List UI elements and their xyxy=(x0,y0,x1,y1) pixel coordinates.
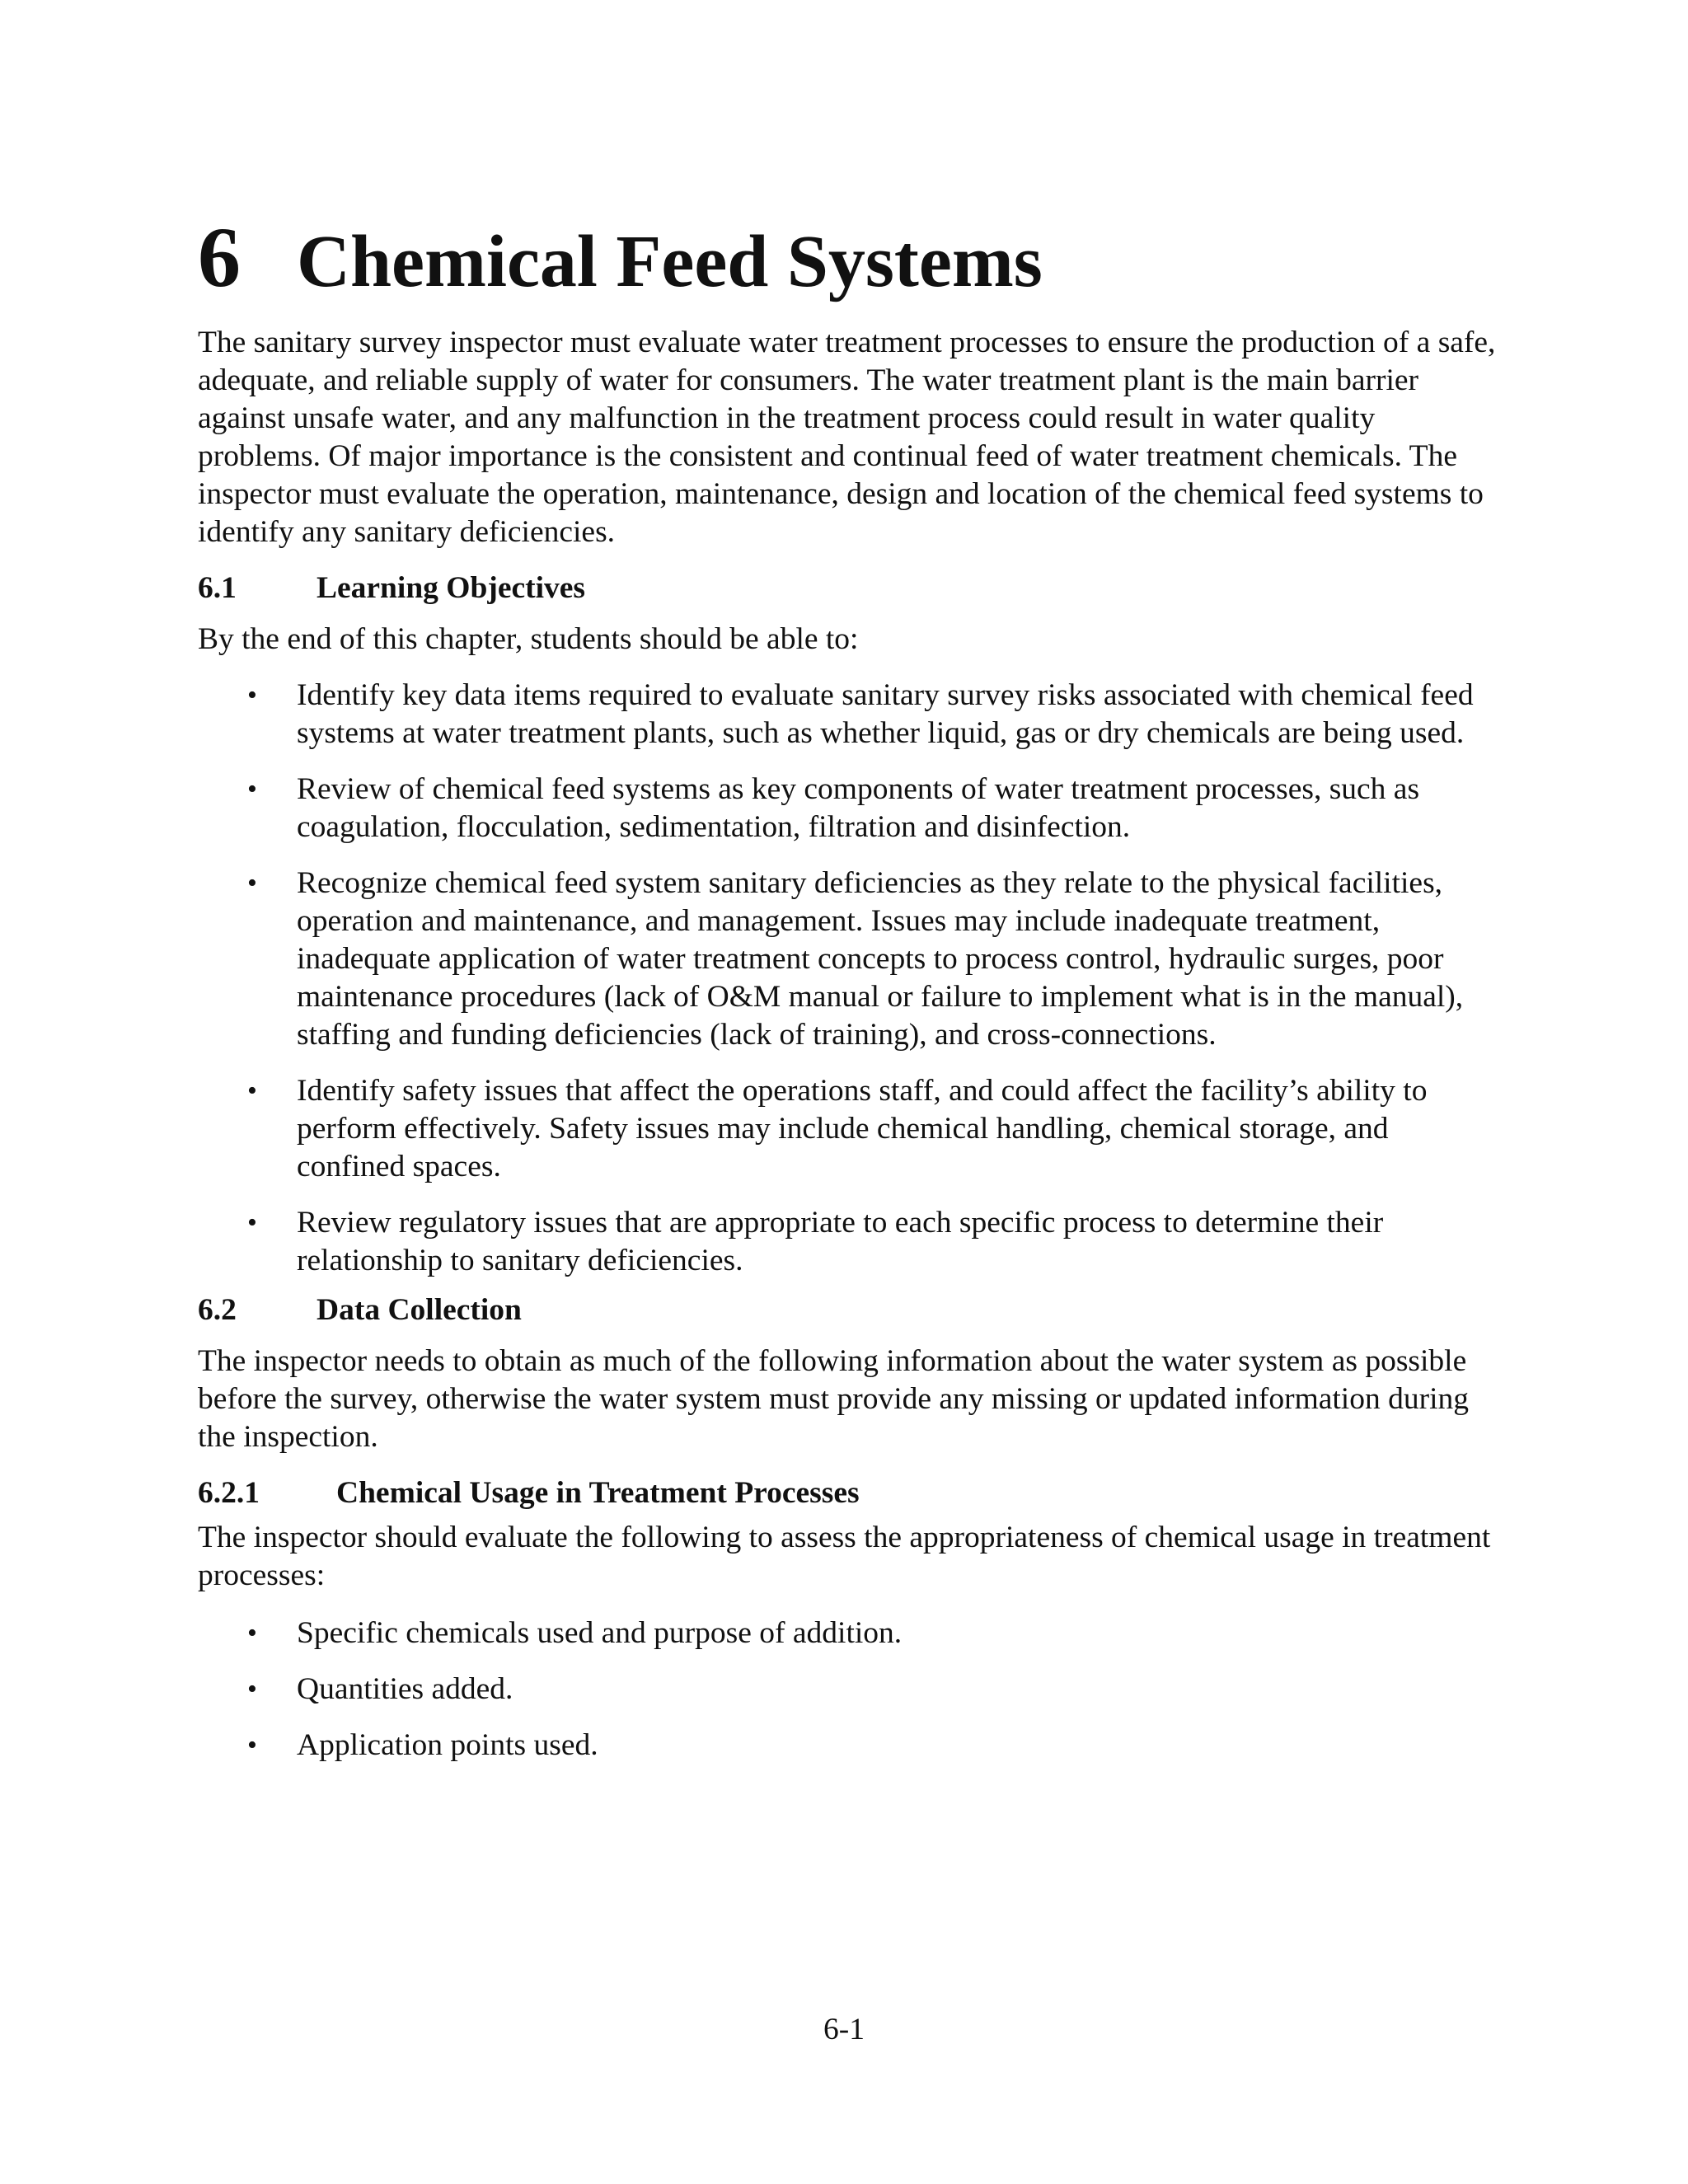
bullet-icon: • xyxy=(247,1207,257,1238)
list-item-text: Identify key data items required to evaluate sanitary survey risks associated with chemical feed systems at water treatment plants, such as whether liquid, gas or dry chemicals are being used. xyxy=(297,678,1474,750)
bullet-icon: • xyxy=(247,1076,257,1106)
list-item xyxy=(198,771,1500,846)
chapter-title xyxy=(198,210,1500,307)
chemical-usage-list xyxy=(198,1615,1500,1765)
bullet-icon: • xyxy=(247,680,257,710)
section-heading-6-2 xyxy=(198,1291,1500,1329)
chapter-number: 6 xyxy=(198,210,241,305)
list-item xyxy=(198,1727,1500,1765)
objectives-list xyxy=(198,677,1500,1280)
list-item xyxy=(198,865,1500,1054)
list-item-text: Recognize chemical feed system sanitary deficiencies as they relate to the physical facilities, operation and maintenance, and management. Issues may include inadequate treatment, inadequate application of water treatment concepts to process control, hydraulic surges, poor maintenance procedures (lack of O&M manual or failure to implement what is in the manual), staffing and funding deficiencies (lack of training), and cross-connections. xyxy=(297,866,1464,1052)
bullet-icon: • xyxy=(247,868,257,898)
list-item xyxy=(198,1671,1500,1708)
bullet-icon: • xyxy=(247,1730,257,1760)
list-item-text: Quantities added. xyxy=(297,1672,513,1706)
bullet-icon: • xyxy=(247,774,257,804)
section-title: Learning Objectives xyxy=(316,571,586,605)
bullet-icon: • xyxy=(247,1674,257,1704)
list-item-text: Application points used. xyxy=(297,1728,598,1762)
intro-paragraph: The sanitary survey inspector must evaluate water treatment processes to ensure the production of a safe, adequate, and reliable supply of water for consumers. The water treatment plant is the main barrier against unsafe water, and any malfunction in the treatment process could result in water quality problems. Of major importance is the consistent and continual feed of water treatment chemicals. The inspector must evaluate the operation, maintenance, design and location of the chemical feed systems to identify any sanitary deficiencies. xyxy=(198,326,1496,549)
section-number: 6.2.1 xyxy=(198,1476,260,1510)
list-item-text: Specific chemicals used and purpose of addition. xyxy=(297,1616,903,1650)
section-heading-6-1 xyxy=(198,569,1500,607)
section-number: 6.2 xyxy=(198,1293,237,1327)
page-number: 6-1 xyxy=(823,2013,865,2046)
section-heading-6-2-1 xyxy=(198,1474,1500,1512)
list-item xyxy=(198,1072,1500,1186)
page-content xyxy=(198,210,1500,1783)
list-item-text: Identify safety issues that affect the operations staff, and could affect the facility’s ability to perform effectively. Safety issues may include chemical handling, chemical storage, and confined spaces. xyxy=(297,1074,1428,1183)
list-item-text: Review of chemical feed systems as key components of water treatment processes, such as coagulation, flocculation, sedimentation, filtration and disinfection. xyxy=(297,772,1420,844)
chemical-usage-paragraph: The inspector should evaluate the following to assess the appropriateness of chemical usage in treatment processes: xyxy=(198,1521,1491,1592)
objectives-lead: By the end of this chapter, students should be able to: xyxy=(198,622,859,656)
bullet-icon: • xyxy=(247,1618,257,1648)
section-title: Chemical Usage in Treatment Processes xyxy=(336,1476,860,1510)
list-item xyxy=(198,677,1500,752)
list-item xyxy=(198,1204,1500,1280)
list-item-text: Review regulatory issues that are appropriate to each specific process to determine their relationship to sanitary deficiencies. xyxy=(297,1206,1384,1277)
list-item xyxy=(198,1615,1500,1652)
chapter-title-text: Chemical Feed Systems xyxy=(297,221,1043,302)
section-title: Data Collection xyxy=(316,1293,522,1327)
section-number: 6.1 xyxy=(198,571,237,605)
data-collection-paragraph: The inspector needs to obtain as much of the following information about the water system as possible before the survey, otherwise the water system must provide any missing or updated information during the inspection. xyxy=(198,1344,1470,1454)
